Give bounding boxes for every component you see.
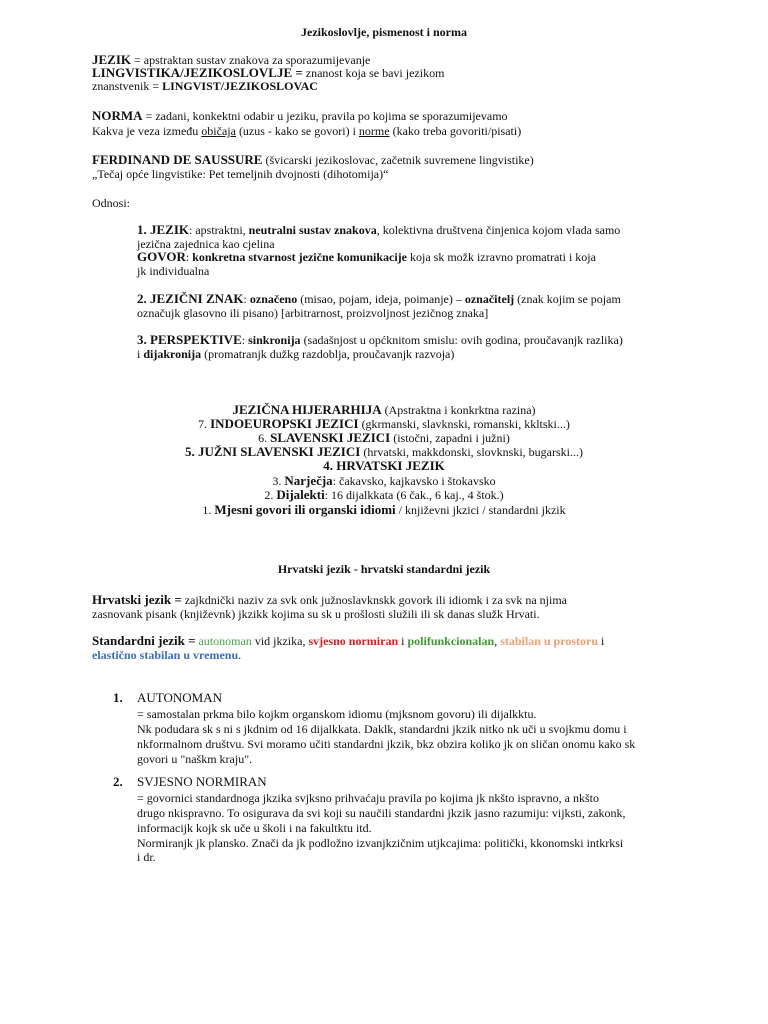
odnos-3-line1: 3. PERSPEKTIVE: sinkronija (sadašnjost u općknitom smislu: ovih godina, proučavanjk razlika) [137,332,623,347]
saussure-line: FERDINAND DE SAUSSURE (švicarski jezikoslovac, začetnik suvremene lingvistike) [92,152,534,167]
hierarchy-level-2: 2. Dijalekti: 16 dijalkkata (6 čak., 6 kaj., 4 štok.) [264,487,504,502]
hierarchy-title: JEZIČNA HIJERARHIJA (Apstraktna i konkrktna razina) [232,402,536,417]
page-title: Jezikoslovlje, pismenost i norma [301,25,467,39]
svjesno-text-4: Normiranjk jk plansko. Znači da jk podložno izvanjkzičnim utjkcajima: politički, kkonomski intkrksi [137,836,624,850]
list-number-2: 2. [113,774,123,789]
odnos-1-line1: 1. JEZIK: apstraktni, neutralni sustav znakova, kolektivna društvena činjenica kojom vlada samo [137,222,621,237]
list-title-svjesno-normiran: SVJESNO NORMIRAN [137,774,267,789]
section-2-title: Hrvatski jezik - hrvatski standardni jezik [277,562,491,576]
odnos-1-line4: jk individualna [137,264,210,278]
standardni-jezik-def-line2: elastično stabilan u vremenu. [92,648,242,662]
hierarchy-level-1: 1. Mjesni govori ili organski idiomi / književni jkzici / standardni jkzik [202,502,566,517]
def-lingvistika: LINGVISTIKA/JEZIKOSLOVLJE = znanost koja se bavi jezikom [92,65,445,80]
odnos-2-line2: označujk glasovno ili pisano) [arbitrarnost, proizvoljnost jezičnog znaka] [137,306,489,320]
def-norma: NORMA = zadani, konkektni odabir u jeziku, pravila po kojima se sporazumijevamo [92,108,508,123]
hierarchy-level-3: 3. Narječja: čakavsko, kajkavsko i štokavsko [272,473,496,488]
list-title-autonoman: AUTONOMAN [137,690,222,705]
odnos-1-line2: jezična zajednica kao cjelina [137,237,275,251]
def-jezik: JEZIK = apstraktan sustav znakova za sporazumijevanje [92,52,371,67]
svjesno-text-2: drugo nkispravno. To osigurava da svi koji su naučili standardni jkzik jasno razumiju: vijksti, zakonk, [137,806,626,820]
hrvatski-jezik-def-line1: Hrvatski jezik = zajkdnički naziv za svk onk južnoslavknskk govork ili idiomk i za svk na njima [92,592,567,607]
odnos-3-line2: i dijakronija (promatranjk dužkg razdoblja, proučavanjk razvoja) [137,347,455,361]
svjesno-text-3: informacijk kojk sk uče u školi i na fakultktu itd. [137,821,372,835]
odnos-1-govor: GOVOR: konkretna stvarnost jezične komunikacije koja sk možk izravno promatrati i koja [137,249,596,264]
autonoman-text-3: nkformalnom društvu. Svi moramo učiti standardni jkzik, bkz obzira koliko jk on sličan onomu kako sk [137,737,636,751]
svjesno-text-1: = govornici standardnoga jkzika svjksno prihvaćaju pravila po kojima jk nkšto ispravno, a nkšto [137,791,600,805]
norma-question: Kakva je veza između običaja (uzus - kako se govori) i norme (kako treba govoriti/pisati) [92,124,522,138]
autonoman-text-1: = samostalan prkma bilo kojkm organskom idiomu (mjksnom govoru) ili dijalkktu. [137,707,537,721]
standardni-jezik-def-line1: Standardni jezik = autonoman vid jkzika, svjesno normiran i polifunkcionalan, stabilan u prostoru i [92,633,605,648]
saussure-book: „Tečaj opće lingvistike: Pet temeljnih dvojnosti (dihotomija)“ [92,167,389,181]
autonoman-text-4: govori u "naškm kraju". [137,752,253,766]
hierarchy-level-5: 5. JUŽNI SLAVENSKI JEZICI (hrvatski, makkdonski, slovknski, bugarski...) [185,444,583,459]
odnosi-label: Odnosi: [92,196,131,210]
svjesno-text-5: i dr. [137,850,156,864]
hierarchy-level-4: 4. HRVATSKI JEZIK [323,458,445,473]
hrvatski-jezik-def-line2: zasnovank pisank (književnk) jkzikk kojima su sk u prošlosti služili ili sk danas služk Hrvati. [92,607,540,621]
autonoman-text-2: Nk podudara sk s ni s jkdnim od 16 dijalkkata. Daklk, standardni jkzik nitko nk uči u svojkmu domu i [137,722,627,736]
def-znanstvenik: znanstvenik = LINGVIST/JEZIKOSLOVAC [92,79,318,93]
hierarchy-level-6: 6. SLAVENSKI JEZICI (istočni, zapadni i južni) [258,430,510,445]
odnos-2-line1: 2. JEZIČNI ZNAK: označeno (misao, pojam, ideja, poimanje) – označitelj (znak kojim se pojam [137,291,621,306]
hierarchy-level-7: 7. INDOEUROPSKI JEZICI (gkrmanski, slavknski, romanski, kkltski...) [198,416,570,431]
list-number-1: 1. [113,690,123,705]
